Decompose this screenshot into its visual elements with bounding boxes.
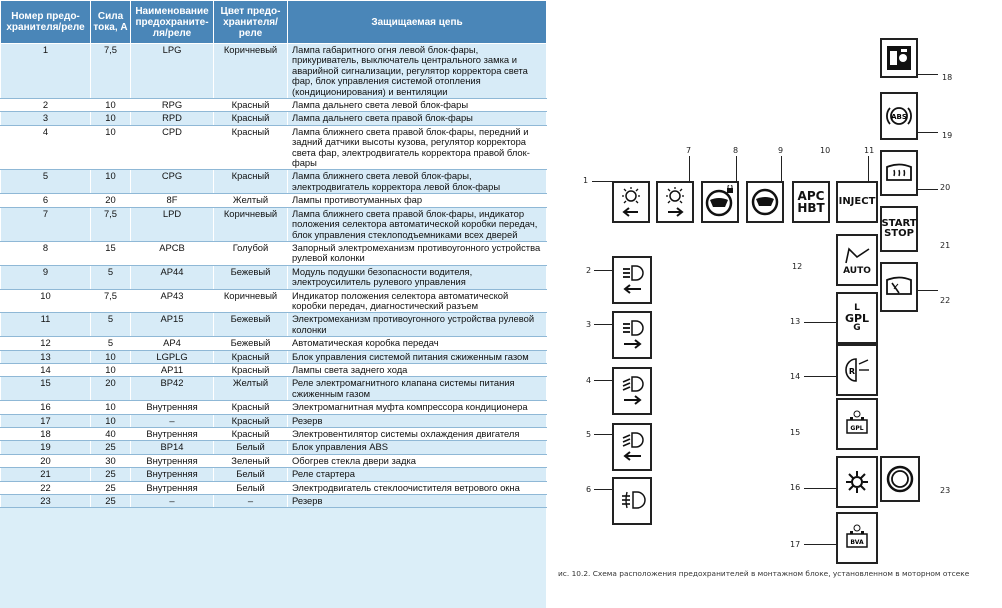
row-number: 13 bbox=[1, 350, 91, 363]
reverse-light-icon bbox=[842, 355, 872, 385]
row-circuit: Запорный электромеханизм противоугонного устройства рулевой колонки bbox=[288, 241, 547, 265]
fog-light-icon bbox=[617, 488, 647, 514]
row-current: 25 bbox=[91, 481, 131, 494]
row-number: 14 bbox=[1, 363, 91, 376]
leader-5 bbox=[594, 434, 614, 435]
table-row bbox=[1, 363, 547, 376]
leader-20 bbox=[918, 189, 938, 190]
label-21: 21 bbox=[940, 241, 951, 250]
row-number: 23 bbox=[1, 495, 91, 508]
row-circuit: Электровентилятор системы охлаждения двигателя bbox=[288, 428, 547, 441]
row-circuit: Блок управления ABS bbox=[288, 441, 547, 454]
row-circuit: Лампа дальнего света правой блок-фары bbox=[288, 112, 547, 125]
row-color: Зеленый bbox=[214, 454, 288, 467]
header-circuit: Защищаемая цепь bbox=[288, 1, 547, 44]
fuse-table bbox=[0, 0, 547, 508]
label-18: 18 bbox=[942, 73, 953, 82]
table-header-row bbox=[1, 1, 547, 44]
row-current: 5 bbox=[91, 265, 131, 289]
row-current: 40 bbox=[91, 428, 131, 441]
row-current: 7,5 bbox=[91, 289, 131, 313]
table-row bbox=[1, 125, 547, 170]
row-current: 7,5 bbox=[91, 44, 131, 99]
row-color: Красный bbox=[214, 414, 288, 427]
row-color: Бежевый bbox=[214, 337, 288, 350]
label-7: 7 bbox=[686, 146, 692, 155]
parking-light-right-icon bbox=[660, 185, 690, 219]
wiper-icon bbox=[884, 274, 914, 300]
row-number: 19 bbox=[1, 441, 91, 454]
fuse-10-apc bbox=[792, 181, 830, 223]
row-name: AP15 bbox=[131, 313, 214, 337]
row-color: Красный bbox=[214, 125, 288, 170]
label-12: 12 bbox=[792, 262, 803, 271]
row-color: Белый bbox=[214, 468, 288, 481]
row-current: 10 bbox=[91, 350, 131, 363]
fuse-20-rear-defrost bbox=[880, 150, 918, 196]
fuse-14-reverse-lights bbox=[836, 344, 878, 396]
row-circuit: Электромагнитная муфта компрессора кондиционера bbox=[288, 401, 547, 414]
row-color: Красный bbox=[214, 350, 288, 363]
row-color: Желтый bbox=[214, 194, 288, 207]
table-row bbox=[1, 428, 547, 441]
row-number: 21 bbox=[1, 468, 91, 481]
abs-text: ABS bbox=[891, 113, 907, 121]
row-color: Коричневый bbox=[214, 289, 288, 313]
row-number: 1 bbox=[1, 44, 91, 99]
label-2: 2 bbox=[586, 266, 592, 275]
leader-3 bbox=[594, 324, 614, 325]
row-color: Красный bbox=[214, 170, 288, 194]
fuse-8-steering-lock bbox=[701, 181, 739, 223]
table-row bbox=[1, 350, 547, 363]
row-number: 12 bbox=[1, 337, 91, 350]
steering-lock-icon bbox=[704, 185, 736, 219]
rear-defrost-icon bbox=[884, 161, 914, 185]
row-color: Красный bbox=[214, 401, 288, 414]
fuse-5-low-beam-left bbox=[612, 423, 652, 471]
fuse-16-ac-compressor bbox=[836, 456, 878, 508]
row-color: Красный bbox=[214, 112, 288, 125]
table-row bbox=[1, 265, 547, 289]
row-current: 15 bbox=[91, 241, 131, 265]
label-3: 3 bbox=[586, 320, 592, 329]
header-number: Номер предо-хранителя/реле bbox=[1, 1, 91, 44]
parking-light-left-icon bbox=[616, 185, 646, 219]
leader-6 bbox=[594, 489, 614, 490]
fuse-15-lpg-relay bbox=[836, 398, 878, 450]
row-name: Внутренняя bbox=[131, 428, 214, 441]
row-circuit: Автоматическая коробка передач bbox=[288, 337, 547, 350]
row-number: 7 bbox=[1, 207, 91, 241]
fuse-6-fog-lights bbox=[612, 477, 652, 525]
label-11: 11 bbox=[864, 146, 875, 155]
row-name: – bbox=[131, 495, 214, 508]
leader-2 bbox=[594, 270, 614, 271]
label-22: 22 bbox=[940, 296, 951, 305]
engine-fan-icon bbox=[885, 44, 913, 72]
row-name: Внутренняя bbox=[131, 481, 214, 494]
row-current: 10 bbox=[91, 99, 131, 112]
reserve-ring-icon bbox=[885, 464, 915, 494]
row-circuit: Лампа ближнего света правой блок-фары, передний и задний датчики высоты кузова, регулятор корректора света фар, электродвигатель корректора правой блок-фары bbox=[288, 125, 547, 170]
row-number: 18 bbox=[1, 428, 91, 441]
table-row bbox=[1, 241, 547, 265]
row-number: 8 bbox=[1, 241, 91, 265]
auto-gearbox-icon bbox=[842, 245, 872, 267]
high-beam-right-icon bbox=[617, 318, 647, 352]
row-current: 7,5 bbox=[91, 207, 131, 241]
fuse-11-inject bbox=[836, 181, 878, 223]
row-current: 10 bbox=[91, 363, 131, 376]
row-circuit: Резерв bbox=[288, 495, 547, 508]
row-number: 3 bbox=[1, 112, 91, 125]
row-name: RPG bbox=[131, 99, 214, 112]
fuse-4-low-beam-right bbox=[612, 367, 652, 415]
leader-22 bbox=[918, 290, 938, 291]
label-9: 9 bbox=[778, 146, 784, 155]
label-4: 4 bbox=[586, 376, 592, 385]
abs-icon bbox=[884, 101, 914, 131]
row-number: 10 bbox=[1, 289, 91, 313]
table-row bbox=[1, 313, 547, 337]
row-circuit: Лампы света заднего хода bbox=[288, 363, 547, 376]
g-text: G bbox=[853, 322, 861, 333]
start-text: START bbox=[881, 218, 917, 229]
fuse-12-auto-gearbox bbox=[836, 234, 878, 286]
label-6: 6 bbox=[586, 485, 592, 494]
row-number: 20 bbox=[1, 454, 91, 467]
label-20: 20 bbox=[940, 183, 951, 192]
row-color: Бежевый bbox=[214, 265, 288, 289]
row-color: Коричневый bbox=[214, 207, 288, 241]
row-number: 15 bbox=[1, 377, 91, 401]
r-text: R bbox=[848, 367, 856, 376]
leader-4 bbox=[594, 380, 614, 381]
ac-snowflake-icon bbox=[844, 469, 870, 495]
row-number: 17 bbox=[1, 414, 91, 427]
row-name: Внутренняя bbox=[131, 401, 214, 414]
table-row bbox=[1, 170, 547, 194]
label-17: 17 bbox=[790, 540, 801, 549]
row-name: AP4 bbox=[131, 337, 214, 350]
row-color: Желтый bbox=[214, 377, 288, 401]
table-row bbox=[1, 454, 547, 467]
fuse-13-lpg-control bbox=[836, 292, 878, 344]
apc-text: APC bbox=[797, 189, 825, 203]
header-color: Цвет предо-хранителя/ реле bbox=[214, 1, 288, 44]
row-color: Коричневый bbox=[214, 44, 288, 99]
row-number: 11 bbox=[1, 313, 91, 337]
table-row bbox=[1, 207, 547, 241]
row-current: 25 bbox=[91, 495, 131, 508]
label-1: 1 bbox=[583, 176, 589, 185]
fuse-3-high-beam-right bbox=[612, 311, 652, 359]
inject-text: INJECT bbox=[838, 196, 876, 207]
row-color: Красный bbox=[214, 428, 288, 441]
table-row bbox=[1, 194, 547, 207]
row-number: 16 bbox=[1, 401, 91, 414]
row-current: 10 bbox=[91, 170, 131, 194]
leader-13 bbox=[804, 322, 836, 323]
row-color: Белый bbox=[214, 481, 288, 494]
row-circuit: Реле электромагнитного клапана системы питания сжиженным газом bbox=[288, 377, 547, 401]
row-name: AP11 bbox=[131, 363, 214, 376]
fuse-9-steering bbox=[746, 181, 784, 223]
label-23: 23 bbox=[940, 486, 951, 495]
row-name: Внутренняя bbox=[131, 454, 214, 467]
label-5: 5 bbox=[586, 430, 592, 439]
row-name: CPG bbox=[131, 170, 214, 194]
fuse-21-starter bbox=[880, 206, 918, 252]
leader-1 bbox=[592, 181, 612, 182]
low-beam-right-icon bbox=[617, 374, 647, 408]
fuse-17-reserve bbox=[836, 512, 878, 564]
figure-caption: ис. 10.2. Схема расположения предохранителей в монтажном блоке, установленном в моторном отсеке bbox=[558, 569, 970, 578]
row-color: Красный bbox=[214, 363, 288, 376]
row-name: APCB bbox=[131, 241, 214, 265]
fuse-7-parking-light-right bbox=[656, 181, 694, 223]
row-color: Бежевый bbox=[214, 313, 288, 337]
low-beam-left-icon bbox=[617, 430, 647, 464]
row-circuit: Лампа дальнего света левой блок-фары bbox=[288, 99, 547, 112]
row-current: 30 bbox=[91, 454, 131, 467]
row-current: 20 bbox=[91, 194, 131, 207]
row-number: 6 bbox=[1, 194, 91, 207]
leader-14 bbox=[804, 376, 836, 377]
row-name: BP14 bbox=[131, 441, 214, 454]
row-name: LPG bbox=[131, 44, 214, 99]
fuse-1-parking-light-left bbox=[612, 181, 650, 223]
row-circuit: Резерв bbox=[288, 414, 547, 427]
row-name: AP44 bbox=[131, 265, 214, 289]
row-name: CPD bbox=[131, 125, 214, 170]
leader-11 bbox=[868, 156, 869, 181]
row-name: AP43 bbox=[131, 289, 214, 313]
leader-18 bbox=[918, 74, 938, 75]
row-circuit: Индикатор положения селектора автоматической коробки передач, диагностический разъем bbox=[288, 289, 547, 313]
row-color: – bbox=[214, 495, 288, 508]
leader-9 bbox=[781, 156, 782, 181]
row-circuit: Обогрев стекла двери задка bbox=[288, 454, 547, 467]
row-name: – bbox=[131, 414, 214, 427]
row-name: Внутренняя bbox=[131, 468, 214, 481]
row-name: LGPLG bbox=[131, 350, 214, 363]
row-circuit: Лампа габаритного огня левой блок-фары, прикуриватель, выключатель центрального замка и аварийной сигнализации, регулятор корректора света фар, блок управления системой отопления (кондиционирования) и вентиляции bbox=[288, 44, 547, 99]
row-number: 9 bbox=[1, 265, 91, 289]
fuse-2-high-beam-left bbox=[612, 256, 652, 304]
table-row bbox=[1, 337, 547, 350]
row-circuit: Реле стартера bbox=[288, 468, 547, 481]
fuse-19-abs bbox=[880, 92, 918, 140]
row-color: Голубой bbox=[214, 241, 288, 265]
row-current: 20 bbox=[91, 377, 131, 401]
label-13: 13 bbox=[790, 317, 801, 326]
row-name: BP42 bbox=[131, 377, 214, 401]
table-row bbox=[1, 495, 547, 508]
row-current: 5 bbox=[91, 313, 131, 337]
leader-7 bbox=[689, 156, 690, 181]
auto-text: AUTO bbox=[843, 265, 871, 276]
table-row bbox=[1, 481, 547, 494]
header-current: Сила тока, А bbox=[91, 1, 131, 44]
row-circuit: Электродвигатель стеклоочистителя ветрового окна bbox=[288, 481, 547, 494]
label-10: 10 bbox=[820, 146, 831, 155]
lpg-battery-icon bbox=[842, 409, 872, 439]
leader-16 bbox=[804, 488, 836, 489]
row-current: 25 bbox=[91, 468, 131, 481]
row-number: 5 bbox=[1, 170, 91, 194]
header-name: Наименование предохраните-ля/реле bbox=[131, 1, 214, 44]
row-color: Красный bbox=[214, 99, 288, 112]
stop-text: STOP bbox=[884, 228, 914, 239]
label-14: 14 bbox=[790, 372, 801, 381]
row-number: 2 bbox=[1, 99, 91, 112]
hbt-text: HBT bbox=[797, 201, 825, 215]
row-circuit: Лампа ближнего света правой блок-фары, индикатор положения селектора автоматической коробки передач, блок управления стеклоподъемниками всех дверей bbox=[288, 207, 547, 241]
row-circuit: Электромеханизм противоугонного устройства рулевой колонки bbox=[288, 313, 547, 337]
table-row bbox=[1, 112, 547, 125]
table-row bbox=[1, 377, 547, 401]
label-16: 16 bbox=[790, 483, 801, 492]
table-row bbox=[1, 99, 547, 112]
l-text: L bbox=[854, 302, 860, 313]
table-row bbox=[1, 414, 547, 427]
leader-19 bbox=[918, 132, 938, 133]
label-15: 15 bbox=[790, 428, 801, 437]
steering-wheel-icon bbox=[749, 185, 781, 219]
row-current: 10 bbox=[91, 414, 131, 427]
table-row bbox=[1, 44, 547, 99]
high-beam-left-icon bbox=[617, 263, 647, 297]
row-circuit: Лампы противотуманных фар bbox=[288, 194, 547, 207]
table-row bbox=[1, 441, 547, 454]
table-row bbox=[1, 468, 547, 481]
table-body bbox=[1, 44, 547, 508]
row-name: LPD bbox=[131, 207, 214, 241]
gpl-small-text: GPL bbox=[850, 425, 864, 432]
row-color: Белый bbox=[214, 441, 288, 454]
row-name: RPD bbox=[131, 112, 214, 125]
gpl-text: GPL bbox=[844, 311, 870, 325]
bva-battery-icon bbox=[842, 523, 872, 553]
row-current: 10 bbox=[91, 125, 131, 170]
fuse-23-reserve bbox=[880, 456, 920, 502]
row-name: 8F bbox=[131, 194, 214, 207]
row-number: 22 bbox=[1, 481, 91, 494]
label-19: 19 bbox=[942, 131, 953, 140]
table-row bbox=[1, 289, 547, 313]
table-row bbox=[1, 401, 547, 414]
fuse-22-wiper bbox=[880, 262, 918, 312]
row-number: 4 bbox=[1, 125, 91, 170]
label-8: 8 bbox=[733, 146, 739, 155]
row-current: 5 bbox=[91, 337, 131, 350]
row-current: 10 bbox=[91, 112, 131, 125]
fuse-18-cooling-fan bbox=[880, 38, 918, 78]
row-current: 25 bbox=[91, 441, 131, 454]
leader-8 bbox=[736, 156, 737, 181]
row-circuit: Блок управления системой питания сжиженным газом bbox=[288, 350, 547, 363]
leader-17 bbox=[804, 544, 836, 545]
row-current: 10 bbox=[91, 401, 131, 414]
bva-text: BVA bbox=[850, 539, 864, 546]
fuse-block-diagram bbox=[548, 0, 1002, 608]
row-circuit: Модуль подушки безопасности водителя, электроусилитель рулевого управления bbox=[288, 265, 547, 289]
row-circuit: Лампа ближнего света левой блок-фары, электродвигатель корректора левой блок-фары bbox=[288, 170, 547, 194]
